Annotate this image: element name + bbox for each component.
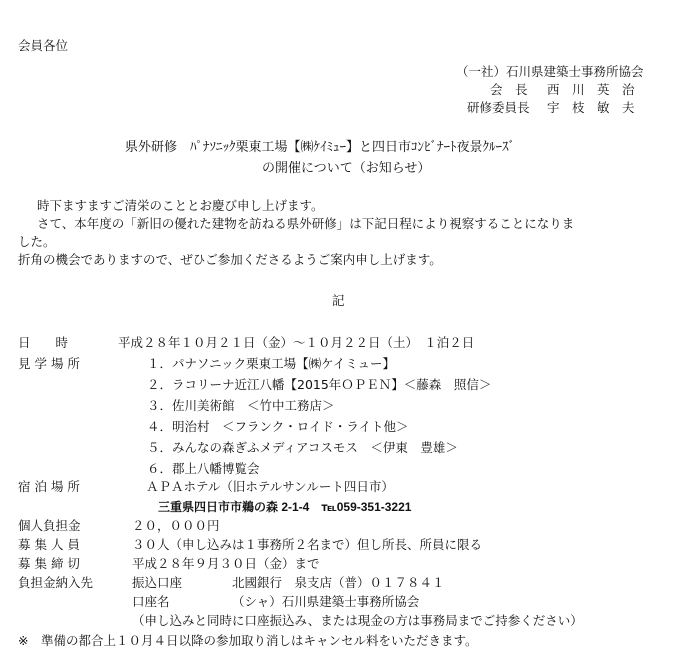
body-paragraph-3: 折角の機会でありますので、ぜひご参加くださるようご案内申し上げます。: [18, 252, 442, 267]
sender-committee-name: 宇 枝 敏 夫: [547, 100, 635, 115]
place-item-2: ２．ラコリーナ近江八幡【2015年ＯＰＥＮ】＜藤森 照信＞: [147, 377, 492, 392]
title-line-2: の開催について（お知らせ）: [262, 161, 431, 176]
body-paragraph-2b: した。: [18, 234, 56, 249]
cancellation-notice: ※ 準備の都合上１０月４日以降の参加取り消しはキャンセル料をいただきます。: [18, 633, 478, 648]
sender-president-name: 西 川 英 治: [547, 82, 635, 97]
payment-method: 振込口座: [132, 575, 183, 590]
account-value: （シャ）石川県建築士事務所協会: [232, 594, 420, 609]
place-item-4: ４．明治村 ＜フランク・ロイド・ライト他＞: [147, 419, 409, 434]
body-paragraph-2a: さて、本年度の「新旧の優れた建物を訪ねる県外研修」は下記日程により視察することになりま: [37, 216, 575, 231]
places-label: 見 学 場 所: [18, 356, 80, 371]
place-item-6: ６．郡上八幡博覧会: [147, 461, 260, 476]
addressee: 会員各位: [18, 38, 69, 53]
ki-heading: 記: [332, 293, 345, 308]
payment-note: （申し込みと同時に口座振込み、または現金の方は事務局までご持参ください）: [132, 613, 583, 628]
sender-committee-title: 研修委員長: [467, 100, 530, 115]
title-line-1: 県外研修 ﾊﾟﾅｿﾆｯｸ栗東工場【㈱ｹｲﾐｭｰ】と四日市ｺﾝﾋﾞﾅｰﾄ夜景ｸﾙｰｽﾞ: [125, 140, 516, 155]
payment-bank: 北國銀行 泉支店（普）０１７８４１: [232, 575, 445, 590]
hotel-address: 三重県四日市市鵜の森 2-1-4 ℡059-351-3221: [158, 500, 412, 514]
sender-president-title: 会 長: [490, 82, 528, 97]
capacity-value: ３０人（申し込みは１事務所２名まで）但し所長、所員に限る: [132, 537, 483, 552]
payment-label: 負担金納入先: [18, 575, 94, 590]
sender-org: （一社）石川県建築士事務所協会: [456, 64, 644, 79]
place-item-3: ３．佐川美術館 ＜竹中工務店＞: [147, 398, 335, 413]
date-label: 日 時: [18, 335, 69, 350]
account-label: 口座名: [132, 594, 170, 609]
capacity-label: 募 集 人 員: [18, 537, 80, 552]
hotel-name: ＡＰＡホテル（旧ホテルサンルート四日市）: [146, 479, 394, 494]
body-paragraph-1: 時下ますますご清栄のこととお慶び申し上げます。: [37, 198, 324, 213]
place-item-5: ５．みんなの森ぎふメディアコスモス ＜伊東 豊雄＞: [147, 440, 458, 455]
deadline-label: 募 集 締 切: [18, 556, 80, 571]
deadline-value: 平成２８年９月３０日（金）まで: [132, 556, 320, 571]
date-value: 平成２８年１０月２１日（金）〜１０月２２日（土） １泊２日: [118, 335, 475, 350]
fee-label: 個人負担金: [18, 518, 81, 533]
place-item-1: １．パナソニック栗東工場【㈱ケイミュー】: [147, 356, 396, 371]
fee-value: ２０，０００円: [132, 518, 220, 533]
hotel-label: 宿 泊 場 所: [18, 479, 80, 494]
